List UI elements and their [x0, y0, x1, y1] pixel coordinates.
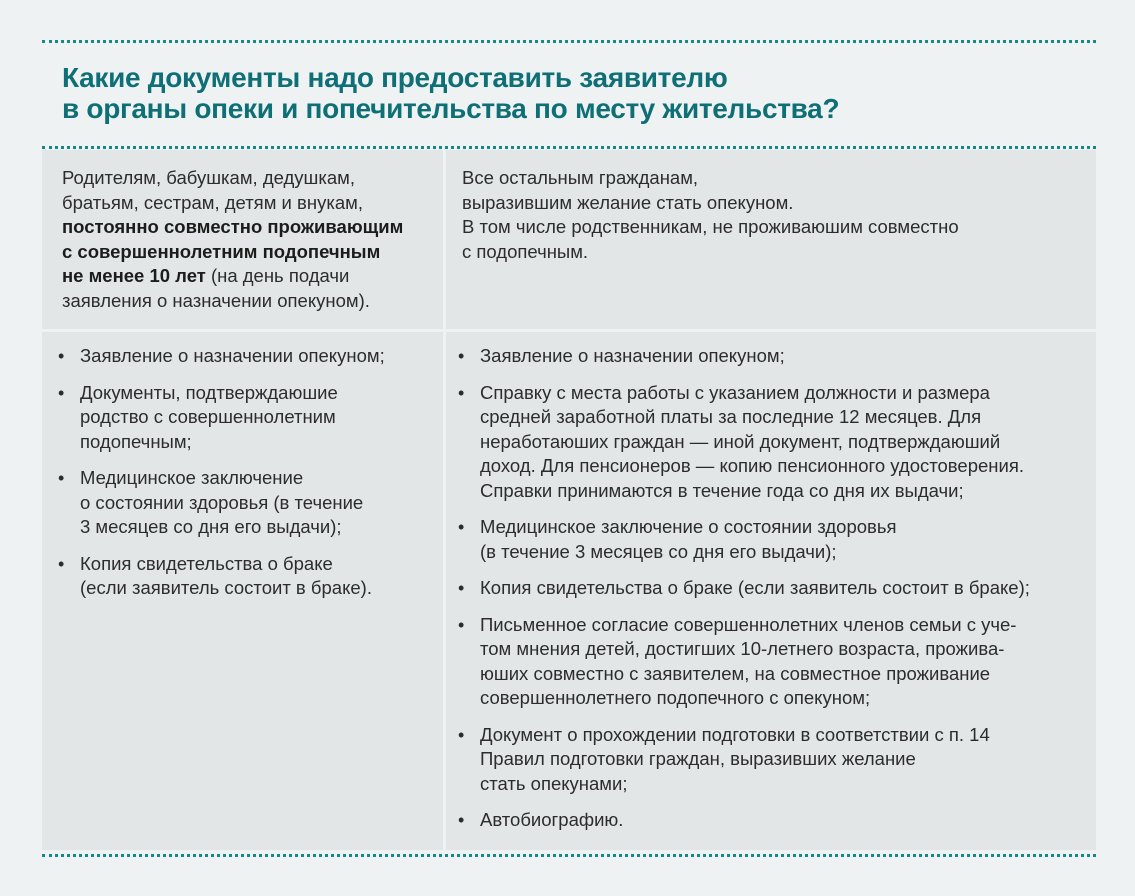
left-header-bold-line: постоянно совместно проживающим — [62, 216, 404, 237]
title-dotted-divider — [42, 146, 1096, 149]
bullet-icon: • — [458, 346, 465, 366]
left-documents-list — [58, 344, 443, 601]
list-item — [458, 808, 1096, 833]
bullet-icon: • — [458, 724, 465, 745]
bullet-icon: • — [58, 346, 65, 366]
list-item — [58, 552, 443, 601]
list-item — [458, 613, 1096, 711]
left-header-line: заявления о назначении опекуном). — [62, 289, 370, 311]
left-header-line: Родителям, бабушкам, дедушкам, — [62, 167, 356, 188]
list-item — [458, 576, 1096, 601]
right-header-line: В том числе родственникам, не проживаюшим совместно — [462, 216, 959, 237]
page-title — [62, 62, 1092, 124]
list-item — [58, 344, 443, 369]
bullet-icon: • — [458, 614, 465, 635]
list-item-line: Копия свидетельства о браке — [80, 552, 333, 574]
list-item-line: Документы, подтверждаюшие — [80, 381, 338, 403]
list-item-line: доход. Для пенсионеров — копию пенсионного удостоверения. — [480, 455, 1025, 476]
right-column-header — [446, 150, 1096, 329]
list-item-line: Правил подготовки граждан, выразивших желание — [480, 748, 916, 769]
list-item-line: о состоянии здоровья (в течение — [80, 491, 364, 513]
bullet-icon: • — [58, 468, 65, 488]
bullet-icon: • — [458, 382, 465, 403]
list-item-line: родство с совершеннолетним — [80, 406, 336, 427]
bullet-icon: • — [458, 517, 465, 537]
left-header-fragment: (на день подачи — [205, 265, 350, 286]
list-item-line: (если заявитель состоит в браке). — [80, 577, 372, 598]
list-item-line: Заявление о назначении опекуном; — [80, 345, 385, 366]
left-column-header — [42, 150, 443, 329]
list-item — [58, 381, 443, 455]
list-item-line: неработаюших граждан — иной документ, подтверждаюший — [480, 430, 1001, 452]
list-item — [458, 515, 1096, 564]
list-item — [458, 344, 1096, 369]
left-header-line — [62, 264, 443, 289]
list-item-line: (в течение 3 месяцев со дня его выдачи); — [480, 540, 837, 562]
list-item-line: том мнения детей, достигших 10-летнего возраста, прожива- — [480, 638, 1005, 659]
left-documents-cell — [42, 332, 443, 850]
list-item-line: юших совместно с заявителем, на совместное проживание — [480, 662, 991, 684]
bullet-icon: • — [458, 810, 465, 830]
list-item-line: средней заработной платы за последние 12 месяцев. Для — [480, 406, 982, 427]
right-documents-cell — [446, 332, 1096, 850]
title-line-2: в органы опеки и попечительства по месту жительства? — [62, 93, 840, 124]
list-item — [458, 381, 1096, 504]
bullet-icon: • — [58, 382, 65, 403]
list-item-line: Автобиографию. — [480, 809, 624, 830]
title-line-1: Какие документы надо предоставить заявителю — [62, 62, 728, 93]
list-item-line: совершеннолетнего подопечного с опекуном; — [480, 687, 871, 708]
list-item-line: стать опекунами; — [480, 772, 628, 794]
list-item-line: Медицинское заключение о состоянии здоровья — [480, 516, 897, 537]
list-item-line: Заявление о назначении опекуном; — [480, 345, 785, 366]
list-item-line: Документ о прохождении подготовки в соответствии с п. 14 — [480, 723, 990, 745]
left-header-line: братьям, сестрам, детям и внукам, — [62, 191, 363, 213]
list-item-line: Справки принимаются в течение года со дня их выдачи; — [480, 479, 964, 501]
top-dotted-divider — [42, 40, 1096, 43]
left-header-bold-line: с совершеннолетним подопечным — [62, 240, 381, 262]
right-header-line: с подопечным. — [462, 240, 589, 262]
list-item-line: Медицинское заключение — [80, 467, 304, 488]
list-item — [58, 466, 443, 540]
list-item-line: Справку с места работы с указанием должности и размера — [480, 381, 990, 403]
list-item-line: подопечным; — [80, 430, 192, 452]
right-documents-list — [458, 344, 1096, 833]
right-header-line: выразившим желание стать опекуном. — [462, 191, 794, 213]
list-item-line: Письменное согласие совершеннолетних членов семьи с уче- — [480, 613, 1017, 635]
bullet-icon: • — [458, 578, 465, 598]
left-header-bold-fragment: не менее 10 лет — [62, 265, 206, 286]
bottom-dotted-divider — [42, 854, 1096, 857]
list-item-line: Копия свидетельства о браке (если заявитель состоит в браке); — [480, 577, 1030, 598]
list-item — [458, 723, 1096, 797]
bullet-icon: • — [58, 553, 65, 574]
list-item-line: 3 месяцев со дня его выдачи); — [80, 516, 342, 537]
right-header-line: Все остальным гражданам, — [462, 167, 699, 188]
